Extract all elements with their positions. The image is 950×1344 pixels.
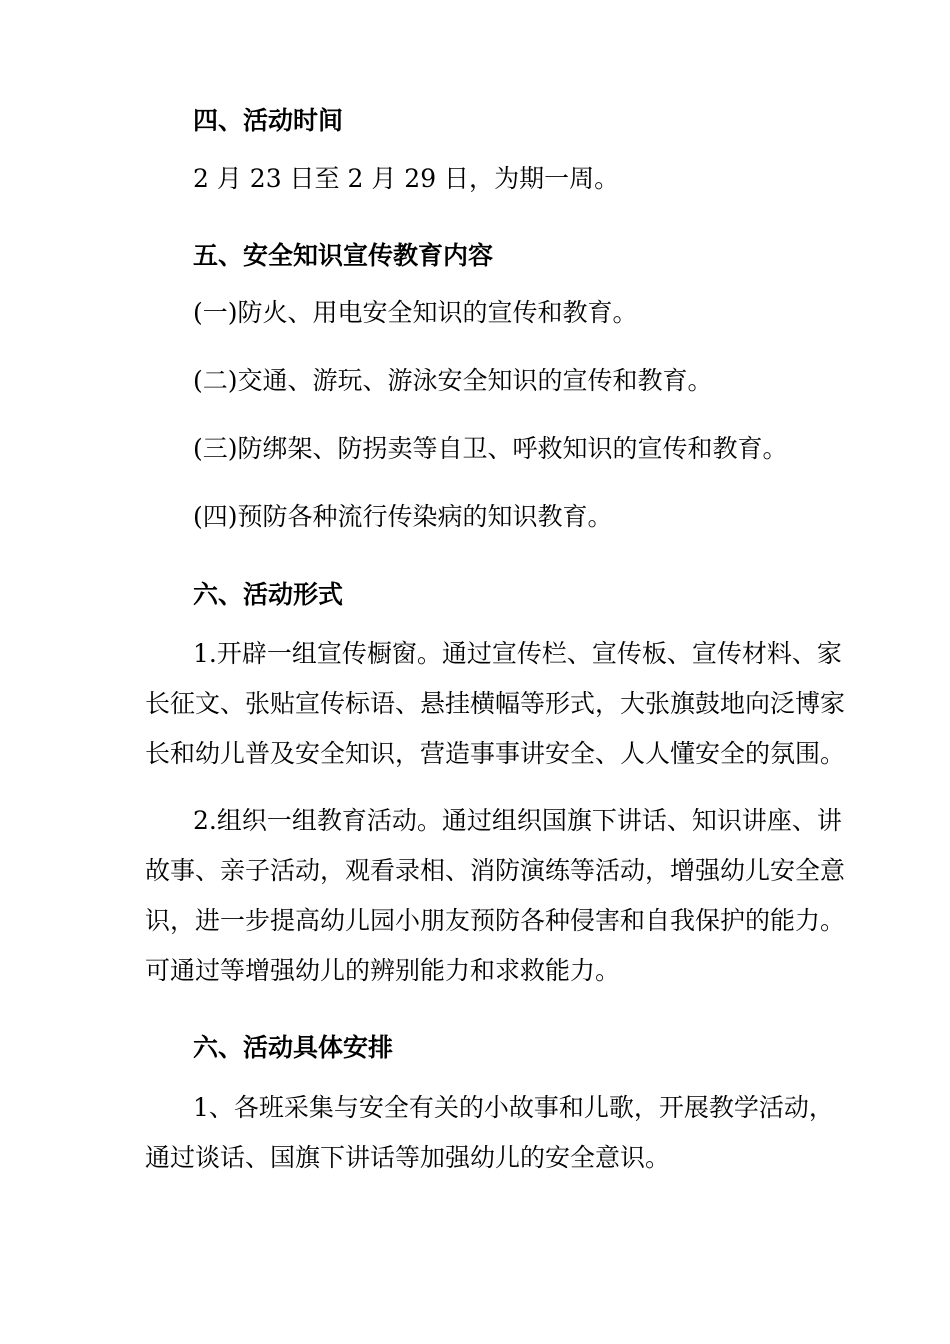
content-item-2: (二)交通、游玩、游泳安全知识的宣传和教育。 — [193, 366, 713, 395]
form-para1-line2: 长征文、张贴宣传标语、悬挂横幅等形式，大张旗鼓地向泛博家 — [145, 689, 846, 718]
form-para2-line1: 2.组织一组教育活动。通过组织国旗下讲话、知识讲座、讲 — [193, 806, 842, 835]
form-para2-line4: 可通过等增强幼儿的辨别能力和求救能力。 — [145, 956, 621, 985]
content-item-1: (一)防火、用电安全知识的宣传和教育。 — [193, 298, 638, 327]
heading-activity-time: 四、活动时间 — [193, 106, 344, 135]
heading-activity-form: 六、活动形式 — [193, 580, 344, 609]
form-para1-line3: 长和幼儿普及安全知识，营造事事讲安全、人人懂安全的氛围。 — [145, 739, 846, 768]
heading-schedule: 六、活动具体安排 — [193, 1033, 394, 1062]
activity-time-text: 2 月 23 日至 2 月 29 日，为期一周。 — [193, 164, 620, 193]
content-item-3: (三)防绑架、防拐卖等自卫、呼救知识的宣传和教育。 — [193, 434, 788, 463]
form-para1-line1: 1.开辟一组宣传橱窗。通过宣传栏、宣传板、宣传材料、家 — [193, 639, 842, 668]
form-para2-line3: 识，进一步提高幼儿园小朋友预防各种侵害和自我保护的能力。 — [145, 906, 846, 935]
heading-safety-content: 五、安全知识宣传教育内容 — [193, 241, 494, 270]
schedule-para1-line2: 通过谈话、国旗下讲话等加强幼儿的安全意识。 — [145, 1143, 671, 1172]
schedule-para1-line1: 1、各班采集与安全有关的小故事和儿歌，开展教学活动， — [193, 1093, 834, 1122]
content-item-4: (四)预防各种流行传染病的知识教育。 — [193, 502, 613, 531]
form-para2-line2: 故事、亲子活动，观看录相、消防演练等活动，增强幼儿安全意 — [145, 856, 846, 885]
